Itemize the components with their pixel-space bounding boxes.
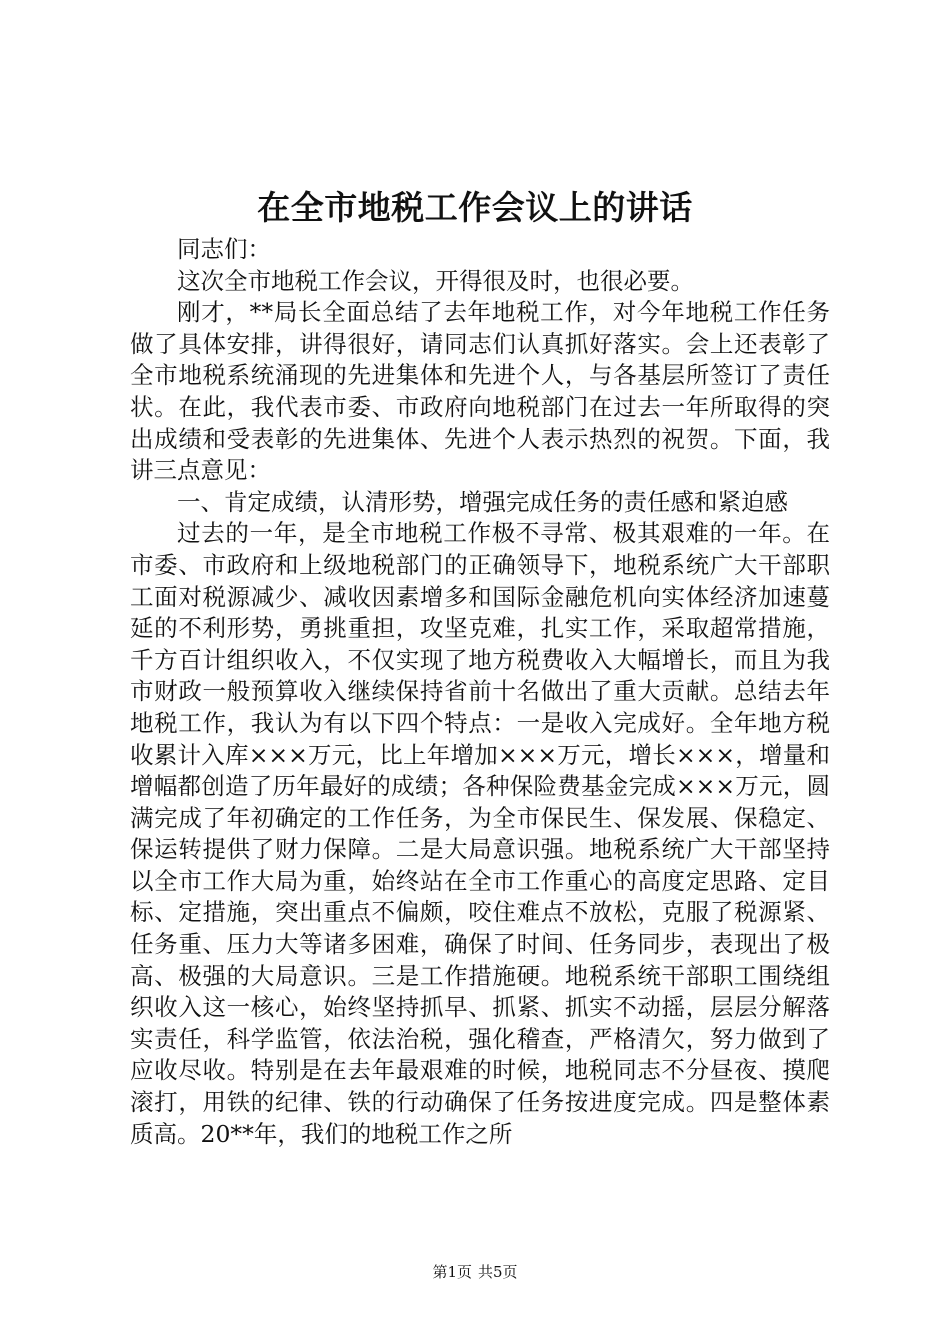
document-title: 在全市地税工作会议上的讲话 [257, 188, 693, 227]
body-paragraph: 这次全市地税工作会议，开得很及时，也很必要。 [177, 266, 694, 295]
body-paragraph: 刚才，**局长全面总结了去年地税工作，对今年地税工作任务做了具体安排，讲得很好，请同志们认真抓好落实。会上还表彰了全市地税系统涌现的先进集体和先进个人，与各基层所签订了责任状。在此，我代表市委、市政府向地税部门在过去一年所取得的突出成绩和受表彰的先进集体、先进个人表示热烈的祝贺。下面，我讲三点意见： [130, 298, 830, 485]
page-footer [0, 1262, 950, 1282]
page-total: 共5页 [478, 1263, 518, 1281]
document-body [130, 234, 830, 1150]
page-number: 第1页 [432, 1263, 472, 1281]
section-heading: 一、肯定成绩，认清形势，增强完成任务的责任感和紧迫感 [177, 487, 788, 516]
salutation-paragraph: 同志们： [177, 235, 271, 263]
body-paragraph: 过去的一年，是全市地税工作极不寻常、极其艰难的一年。在市委、市政府和上级地税部门的正确领导下，地税系统广大干部职工面对税源减少、减收因素增多和国际金融危机向实体经济加速蔓延的不利形势，勇挑重担，攻坚克难，扎实工作，采取超常措施，千方百计组织收入，不仅实现了地方税费收入大幅增长，而且为我市财政一般预算收入继续保持省前十名做出了重大贡献。总结去年地税工作，我认为有以下四个特点：一是收入完成好。全年地方税收累计入库×××万元，比上年增加×××万元，增长×××，增量和增幅都创造了历年最好的成绩；各种保险费基金完成×××万元，圆满完成了年初确定的工作任务，为全市保民生、保发展、保稳定、保运转提供了财力保障。二是大局意识强。地税系统广大干部坚持以全市工作大局为重，始终站在全市工作重心的高度定思路、定目标、定措施，突出重点不偏颇，咬住难点不放松，克服了税源紧、任务重、压力大等诸多困难，确保了时间、任务同步，表现出了极高、极强的大局意识。三是工作措施硬。地税系统干部职工围绕组织收入这一核心，始终坚持抓早、抓紧、抓实不动摇，层层分解落实责任，科学监管，依法治税，强化稽查，严格清欠，努力做到了应收尽收。特别是在去年最艰难的时候，地税同志不分昼夜、摸爬滚打，用铁的纪律、铁的行动确保了任务按进度完成。四是整体素质高。20**年，我们的地税工作之所 [130, 519, 830, 1148]
